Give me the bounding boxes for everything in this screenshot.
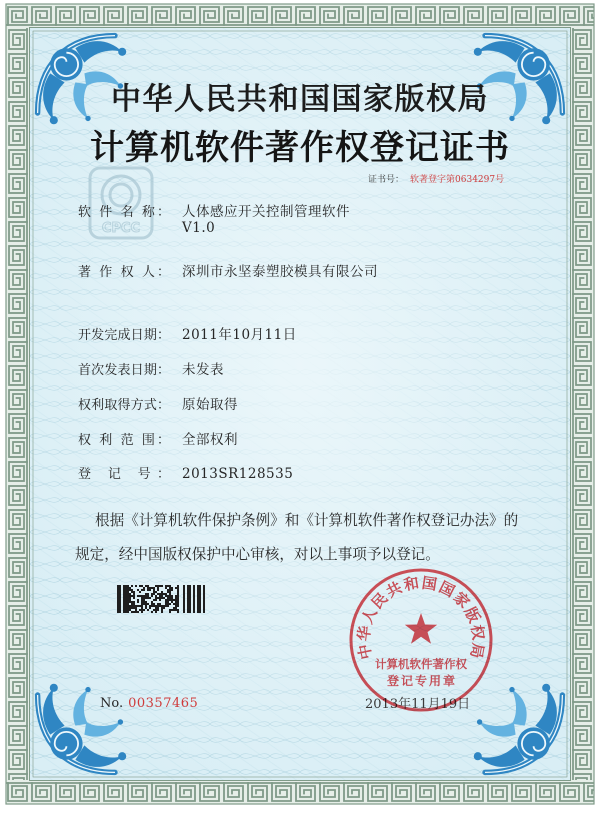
barcode-module — [171, 595, 173, 597]
barcode-module — [141, 599, 143, 601]
barcode-module — [175, 595, 177, 597]
barcode-module — [141, 597, 143, 599]
barcode-module — [135, 605, 137, 607]
barcode-module — [153, 591, 155, 593]
barcode-module — [177, 593, 179, 595]
barcode-module — [153, 609, 155, 611]
registration-number-value: 2013SR128535 — [182, 466, 294, 482]
barcode-module — [135, 585, 137, 587]
barcode-module — [143, 599, 145, 601]
barcode-module — [129, 589, 131, 591]
barcode-module — [161, 593, 163, 595]
serial-number-value: 00357465 — [128, 696, 199, 711]
barcode-module — [145, 593, 147, 595]
barcode-module — [151, 587, 153, 589]
barcode-module — [173, 603, 175, 605]
barcode-module — [161, 585, 163, 587]
barcode-module — [161, 607, 163, 609]
barcode-module — [117, 585, 119, 613]
barcode-module — [143, 597, 145, 599]
first-publication-label: 首次发表日期： — [78, 363, 170, 378]
barcode-module — [167, 599, 169, 601]
certificate-number-value: 软著登字第0634297号 — [410, 175, 505, 185]
barcode-module — [175, 601, 177, 603]
barcode-module — [171, 601, 173, 603]
barcode-module — [165, 593, 167, 595]
barcode-module — [169, 585, 171, 587]
barcode-module — [131, 591, 133, 593]
barcode-module — [129, 607, 131, 609]
barcode-module — [175, 587, 177, 589]
barcode-module — [159, 597, 161, 599]
barcode-module — [143, 589, 145, 591]
barcode-module — [159, 595, 161, 597]
barcode-module — [165, 585, 167, 587]
barcode-module — [167, 595, 169, 597]
barcode-module — [151, 605, 153, 607]
barcode-module — [175, 603, 177, 605]
barcode-module — [167, 603, 169, 605]
barcode-module — [133, 591, 135, 593]
barcode-module — [199, 585, 201, 613]
barcode-module — [165, 603, 167, 605]
barcode-module — [133, 595, 135, 597]
barcode-module — [147, 593, 149, 595]
barcode-module — [157, 587, 159, 589]
barcode-module — [147, 585, 149, 587]
barcode-module — [131, 605, 133, 607]
barcode-module — [139, 595, 141, 597]
barcode-module — [151, 595, 153, 597]
barcode-module — [147, 609, 149, 611]
copyright-owner-value: 深圳市永坚泰塑胶模具有限公司 — [182, 264, 378, 280]
barcode-module — [169, 611, 171, 613]
barcode-module — [143, 603, 145, 605]
barcode-module — [133, 611, 135, 613]
barcode-module — [129, 605, 131, 607]
certificate-number-label: 证书号： — [368, 175, 405, 185]
issue-date: 2013年11月19日 — [365, 697, 471, 712]
barcode-module — [147, 589, 149, 591]
barcode-module — [129, 599, 131, 601]
barcode-module — [155, 591, 157, 593]
registration-number-label: 登 记 号： — [78, 467, 170, 482]
barcode-module — [155, 585, 157, 587]
certificate-title: 计算机软件著作权登记证书 — [90, 128, 510, 168]
barcode-module — [167, 589, 169, 591]
barcode-module — [173, 609, 175, 611]
barcode-module — [131, 585, 133, 587]
software-version-value: V1.0 — [182, 220, 216, 236]
barcode-module — [143, 609, 145, 611]
barcode-module — [159, 599, 161, 601]
barcode-module — [183, 585, 185, 613]
barcode-module — [141, 605, 143, 607]
barcode-module — [125, 585, 127, 613]
barcode-module — [145, 601, 147, 603]
barcode-module — [141, 595, 143, 597]
barcode-module — [133, 605, 135, 607]
barcode-module — [171, 609, 173, 611]
barcode-module — [177, 611, 179, 613]
barcode-module — [141, 609, 143, 611]
barcode-module — [159, 605, 161, 607]
barcode-module — [155, 611, 157, 613]
barcode-module — [151, 603, 153, 605]
barcode-module — [157, 585, 159, 587]
barcode-module — [151, 601, 153, 603]
barcode-module — [133, 601, 135, 603]
barcode-module — [141, 607, 143, 609]
barcode-module — [147, 587, 149, 589]
barcode-module — [171, 589, 173, 591]
barcode-module — [155, 609, 157, 611]
barcode-module — [171, 597, 173, 599]
barcode-module — [161, 609, 163, 611]
barcode-module — [169, 591, 171, 593]
barcode-module — [129, 601, 131, 603]
barcode-module — [151, 611, 153, 613]
barcode-module — [149, 589, 151, 591]
barcode-module — [177, 587, 179, 589]
barcode-module — [169, 587, 171, 589]
barcode-module — [167, 585, 169, 587]
barcode-module — [129, 609, 131, 611]
barcode-module — [155, 605, 157, 607]
barcode-module — [175, 609, 177, 611]
serial-number-label: No. — [100, 696, 124, 711]
barcode-module — [157, 607, 159, 609]
barcode-module — [133, 593, 135, 595]
barcode-module — [145, 597, 147, 599]
barcode-module — [155, 599, 157, 601]
barcode-module — [161, 611, 163, 613]
barcode-module — [153, 603, 155, 605]
barcode-module — [165, 599, 167, 601]
barcode-module — [139, 609, 141, 611]
barcode-module — [133, 603, 135, 605]
barcode-module — [147, 595, 149, 597]
statement-line-2: 规定，经中国版权保护中心审核，对以上事项予以登记。 — [75, 546, 440, 563]
barcode-module — [143, 587, 145, 589]
barcode-module — [145, 595, 147, 597]
barcode-module — [141, 589, 143, 591]
barcode-module — [175, 607, 177, 609]
barcode-module — [137, 595, 139, 597]
seal-ring-text-path: 中华人民共和国国家版权局 — [354, 573, 488, 661]
barcode-module — [149, 597, 151, 599]
barcode-module — [141, 603, 143, 605]
barcode-module — [149, 587, 151, 589]
barcode-module — [157, 605, 159, 607]
barcode-module — [177, 603, 179, 605]
barcode-module — [139, 591, 141, 593]
rights-scope-label: 权 利 范 围： — [78, 433, 170, 448]
barcode-module — [193, 585, 195, 613]
barcode-module — [177, 589, 179, 591]
barcode-module — [177, 597, 179, 599]
barcode-module — [187, 585, 189, 613]
barcode-module — [169, 609, 171, 611]
barcode-module — [133, 607, 135, 609]
barcode-module — [161, 597, 163, 599]
barcode-module — [159, 593, 161, 595]
barcode-module — [145, 605, 147, 607]
development-date-value: 2011年10月11日 — [182, 327, 297, 343]
barcode-module — [153, 593, 155, 595]
barcode-module — [131, 611, 133, 613]
issuer-title: 中华人民共和国国家版权局 — [111, 82, 489, 117]
barcode-module — [203, 585, 205, 613]
barcode-module — [175, 597, 177, 599]
barcode-module — [131, 589, 133, 591]
barcode-module — [141, 611, 143, 613]
barcode-module — [163, 605, 165, 607]
statement-line-1: 根据《计算机软件保护条例》和《计算机软件著作权登记办法》的 — [95, 512, 519, 529]
barcode-module — [139, 585, 141, 587]
barcode-module — [167, 597, 169, 599]
barcode-module — [161, 605, 163, 607]
barcode-module — [141, 585, 143, 587]
barcode-module — [167, 605, 169, 607]
barcode-module — [157, 589, 159, 591]
certificate-number — [368, 176, 504, 185]
barcode-module — [137, 589, 139, 591]
barcode-module — [165, 601, 167, 603]
barcode-module — [139, 605, 141, 607]
barcode-module — [177, 585, 179, 587]
barcode-module — [155, 607, 157, 609]
barcode-module — [189, 585, 191, 613]
barcode-module — [137, 601, 139, 603]
barcode-module — [177, 605, 179, 607]
barcode-module — [143, 601, 145, 603]
barcode-module — [171, 587, 173, 589]
barcode-module — [169, 593, 171, 595]
barcode-module — [129, 595, 131, 597]
barcode-module — [157, 603, 159, 605]
barcode-module — [165, 587, 167, 589]
barcode-module — [173, 599, 175, 601]
rights-scope-value: 全部权利 — [182, 432, 238, 448]
barcode-module — [141, 601, 143, 603]
barcode-module — [135, 609, 137, 611]
barcode-module — [159, 603, 161, 605]
acquisition-method-value: 原始取得 — [182, 397, 238, 413]
first-publication-value: 未发表 — [182, 362, 224, 378]
barcode-module — [153, 589, 155, 591]
barcode-module — [133, 597, 135, 599]
barcode-module — [131, 601, 133, 603]
software-name-label: 软 件 名 称： — [78, 205, 170, 220]
barcode-module — [169, 589, 171, 591]
barcode-module — [145, 585, 147, 587]
barcode-module — [153, 599, 155, 601]
barcode-module — [119, 585, 121, 613]
barcode-module — [167, 591, 169, 593]
barcode-module — [159, 585, 161, 587]
barcode-module — [153, 587, 155, 589]
barcode-module — [165, 595, 167, 597]
barcode-module — [161, 591, 163, 593]
barcode-module — [135, 611, 137, 613]
barcode-module — [177, 599, 179, 601]
seal-line-2: 登记专用章 — [387, 674, 455, 688]
barcode-module — [157, 609, 159, 611]
barcode-module — [147, 603, 149, 605]
barcode-module — [137, 599, 139, 601]
barcode-module — [145, 607, 147, 609]
barcode-module — [173, 607, 175, 609]
barcode-module — [145, 603, 147, 605]
barcode-module — [175, 599, 177, 601]
barcode-module — [165, 605, 167, 607]
barcode-module — [157, 593, 159, 595]
barcode-module — [129, 587, 131, 589]
barcode-module — [155, 595, 157, 597]
barcode-module — [177, 601, 179, 603]
barcode-module — [175, 605, 177, 607]
barcode-module — [169, 595, 171, 597]
barcode-module — [167, 601, 169, 603]
barcode-module — [137, 605, 139, 607]
barcode-module — [131, 595, 133, 597]
barcode-module — [149, 605, 151, 607]
barcode-module — [197, 585, 199, 613]
barcode-module — [137, 611, 139, 613]
serial-number — [100, 697, 198, 710]
barcode-module — [149, 607, 151, 609]
seal-line-1: 计算机软件著作权 — [375, 657, 467, 671]
barcode-module — [161, 595, 163, 597]
barcode-module — [155, 597, 157, 599]
copyright-owner-label: 著 作 权 人： — [78, 265, 170, 280]
barcode-module — [169, 599, 171, 601]
barcode-module — [177, 591, 179, 593]
barcode-module — [135, 607, 137, 609]
barcode-module — [177, 609, 179, 611]
barcode-module — [131, 607, 133, 609]
barcode-module — [123, 585, 125, 613]
barcode-module — [131, 603, 133, 605]
barcode-module — [169, 597, 171, 599]
barcode-module — [129, 597, 131, 599]
barcode-module — [151, 593, 153, 595]
cpcc-logo-text: CPCC — [101, 221, 141, 236]
barcode-module — [127, 585, 129, 613]
development-date-label: 开发完成日期： — [78, 328, 170, 343]
barcode-module — [177, 595, 179, 597]
barcode-module — [171, 599, 173, 601]
software-name-value: 人体感应开关控制管理软件 — [182, 204, 350, 220]
barcode-module — [143, 595, 145, 597]
acquisition-method-label: 权利取得方式： — [78, 398, 170, 413]
barcode-module — [153, 605, 155, 607]
barcode-module — [163, 607, 165, 609]
barcode-module — [163, 597, 165, 599]
barcode-module — [147, 597, 149, 599]
barcode-module — [169, 603, 171, 605]
barcode-module — [157, 597, 159, 599]
barcode-module — [163, 593, 165, 595]
barcode-module — [129, 593, 131, 595]
